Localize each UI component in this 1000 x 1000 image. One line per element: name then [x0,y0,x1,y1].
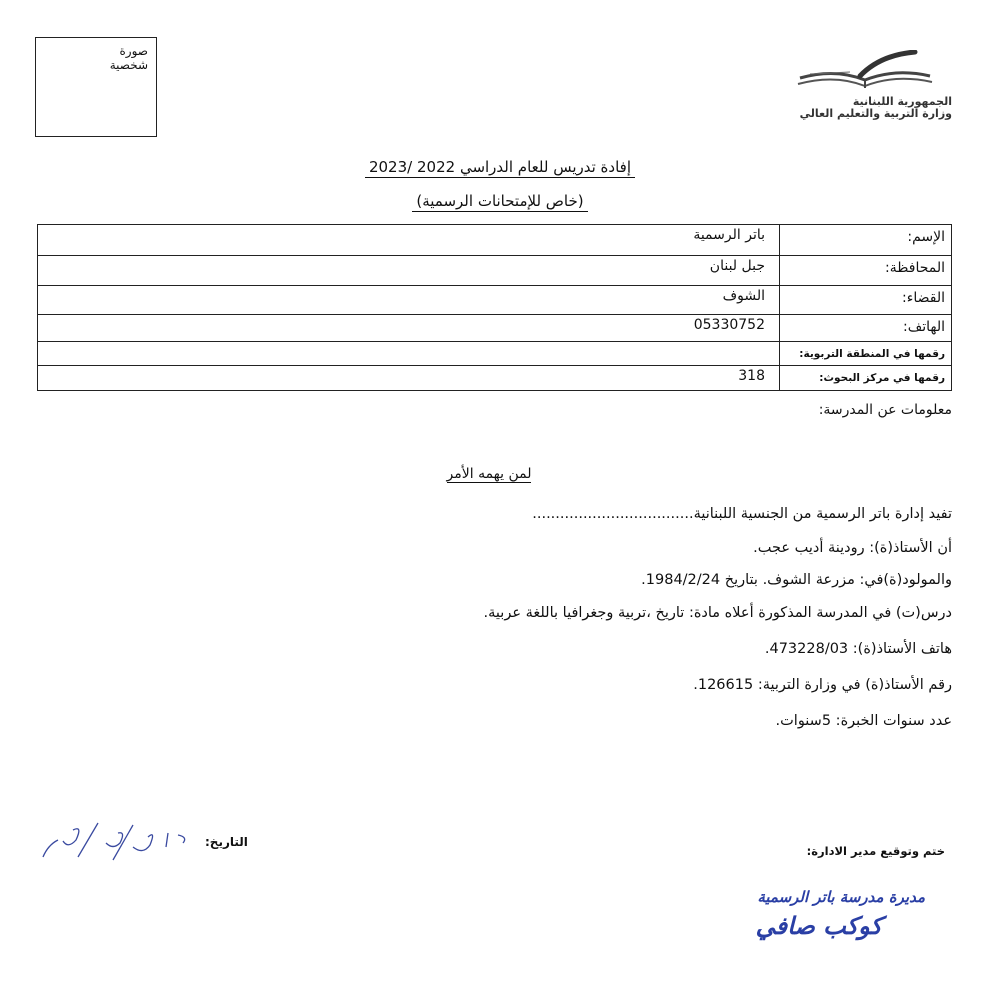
table-label: القضاء: [902,290,945,306]
table-label: الإسم: [907,229,945,245]
stamp-title: مديرة مدرسة باتر الرسمية [757,888,925,906]
body-line-7: عدد سنوات الخبرة: 5سنوات. [775,713,952,729]
table-row [38,315,951,342]
table-label: رقمها في مركز البحوث: [819,372,945,384]
photo-box [35,37,157,137]
stamp-name: كوكب صافي [755,912,882,940]
body-line-2: أن الأستاذ(ة): رودينة أديب عجب. [753,540,952,556]
document-subtitle-text: (خاص للإمتحانات الرسمية) [412,192,587,212]
table-row [38,225,951,256]
photo-label: صورة شخصية [109,44,148,72]
table-value: باتر الرسمية [693,227,765,243]
body-line-3: والمولود(ة)في: مزرعة الشوف. بتاريخ 1984/2/24. [641,572,952,588]
table-value: الشوف [722,288,765,304]
document-subtitle [0,192,1000,210]
ministry-book-logo [790,50,940,95]
school-info-label: معلومات عن المدرسة: [818,402,952,418]
document-title-text: إفادة تدريس للعام الدراسي 2022 /2023 [365,158,635,178]
table-value: جبل لبنان [709,258,765,274]
table-row [38,366,951,390]
body-line-4: درس(ت) في المدرسة المذكورة أعلاه مادة: تاريخ ،تربية وجغرافيا باللغة عربية. [483,605,952,621]
table-value: 05330752 [693,317,765,333]
table-value: 318 [738,368,765,384]
school-info-table [37,224,952,391]
body-line-1: تفيد إدارة باتر الرسمية من الجنسية اللبنانية................................... [532,506,952,522]
table-row [38,342,951,366]
director-signature-label: ختم وتوقيع مدير الادارة: [806,844,945,858]
handwritten-date [38,815,198,870]
table-row [38,256,951,286]
body-line-5: هاتف الأستاذ(ة): 473228/03. [764,641,952,657]
table-row [38,286,951,315]
table-label: رقمها في المنطقة التربوية: [799,348,945,360]
to-whom-text: لمن يهمه الأمر [446,466,532,482]
to-whom-heading [430,466,548,482]
body-line-6: رقم الأستاذ(ة) في وزارة التربية: 126615. [693,677,952,693]
table-label: المحافظة: [885,260,945,276]
document-title [0,158,1000,176]
date-label: التاريخ: [205,835,248,849]
table-label: الهاتف: [903,319,945,335]
ministry-header [800,96,952,120]
ministry-line1: الجمهورية اللبنانية [852,95,952,108]
ministry-line2: وزارة التربية والتعليم العالي [799,107,952,120]
